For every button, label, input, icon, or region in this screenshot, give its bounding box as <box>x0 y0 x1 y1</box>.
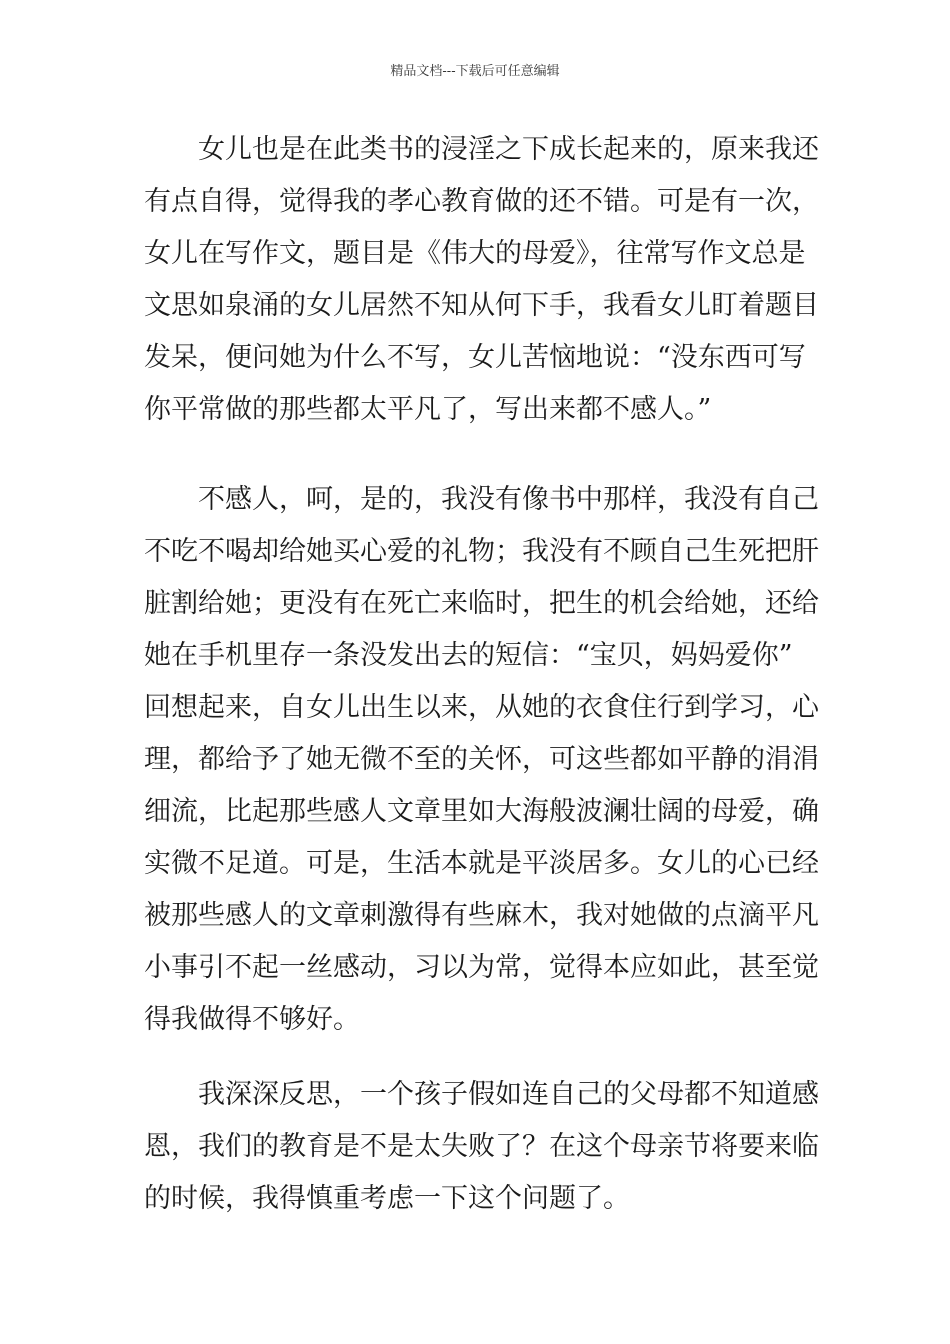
text-line: 实微不足道。可是，生活本就是平淡居多。女儿的心已经 <box>144 848 819 879</box>
paragraph-3 <box>144 1069 819 1225</box>
text-line: 女儿也是在此类书的浸淫之下成长起来的，原来我还 <box>144 134 819 165</box>
text-line: 回想起来，自女儿出生以来，从她的衣食住行到学习，心 <box>144 692 819 723</box>
text-line: 被那些感人的文章刺激得有些麻木，我对她做的点滴平凡 <box>144 900 819 931</box>
text-line: 女儿在写作文，题目是《伟大的母爱》，往常写作文总是 <box>144 238 806 269</box>
text-line: 得我做得不够好。 <box>144 1004 360 1035</box>
text-line: 不感人，呵，是的，我没有像书中那样，我没有自己 <box>144 484 819 515</box>
text-line: 细流，比起那些感人文章里如大海般波澜壮阔的母爱，确 <box>144 796 819 827</box>
text-line: 有点自得，觉得我的孝心教育做的还不错。可是有一次， <box>144 186 819 217</box>
text-line: 不吃不喝却给她买心爱的礼物；我没有不顾自己生死把肝 <box>144 536 819 567</box>
page-header: 精品文档---下载后可任意编辑 <box>390 64 560 79</box>
text-line: 理，都给予了她无微不至的关怀，可这些都如平静的涓涓 <box>144 744 819 775</box>
text-line: 你平常做的那些都太平凡了，写出来都不感人。” <box>144 394 712 425</box>
text-line: 我深深反思，一个孩子假如连自己的父母都不知道感 <box>144 1079 819 1110</box>
text-line: 文思如泉涌的女儿居然不知从何下手，我看女儿盯着题目 <box>144 290 819 321</box>
text-line: 小事引不起一丝感动，习以为常，觉得本应如此，甚至觉 <box>144 952 819 983</box>
text-line: 发呆，便问她为什么不写，女儿苦恼地说：“没东西可写 <box>144 342 806 373</box>
text-line: 脏割给她；更没有在死亡来临时，把生的机会给她，还给 <box>144 588 819 619</box>
text-line: 的时候，我得慎重考虑一下这个问题了。 <box>144 1183 630 1214</box>
paragraph-1 <box>144 124 819 436</box>
text-line: 恩，我们的教育是不是太失败了？在这个母亲节将要来临 <box>144 1131 819 1162</box>
text-line: 她在手机里存一条没发出去的短信：“宝贝，妈妈爱你” <box>144 640 793 671</box>
paragraph-2 <box>144 474 819 1046</box>
